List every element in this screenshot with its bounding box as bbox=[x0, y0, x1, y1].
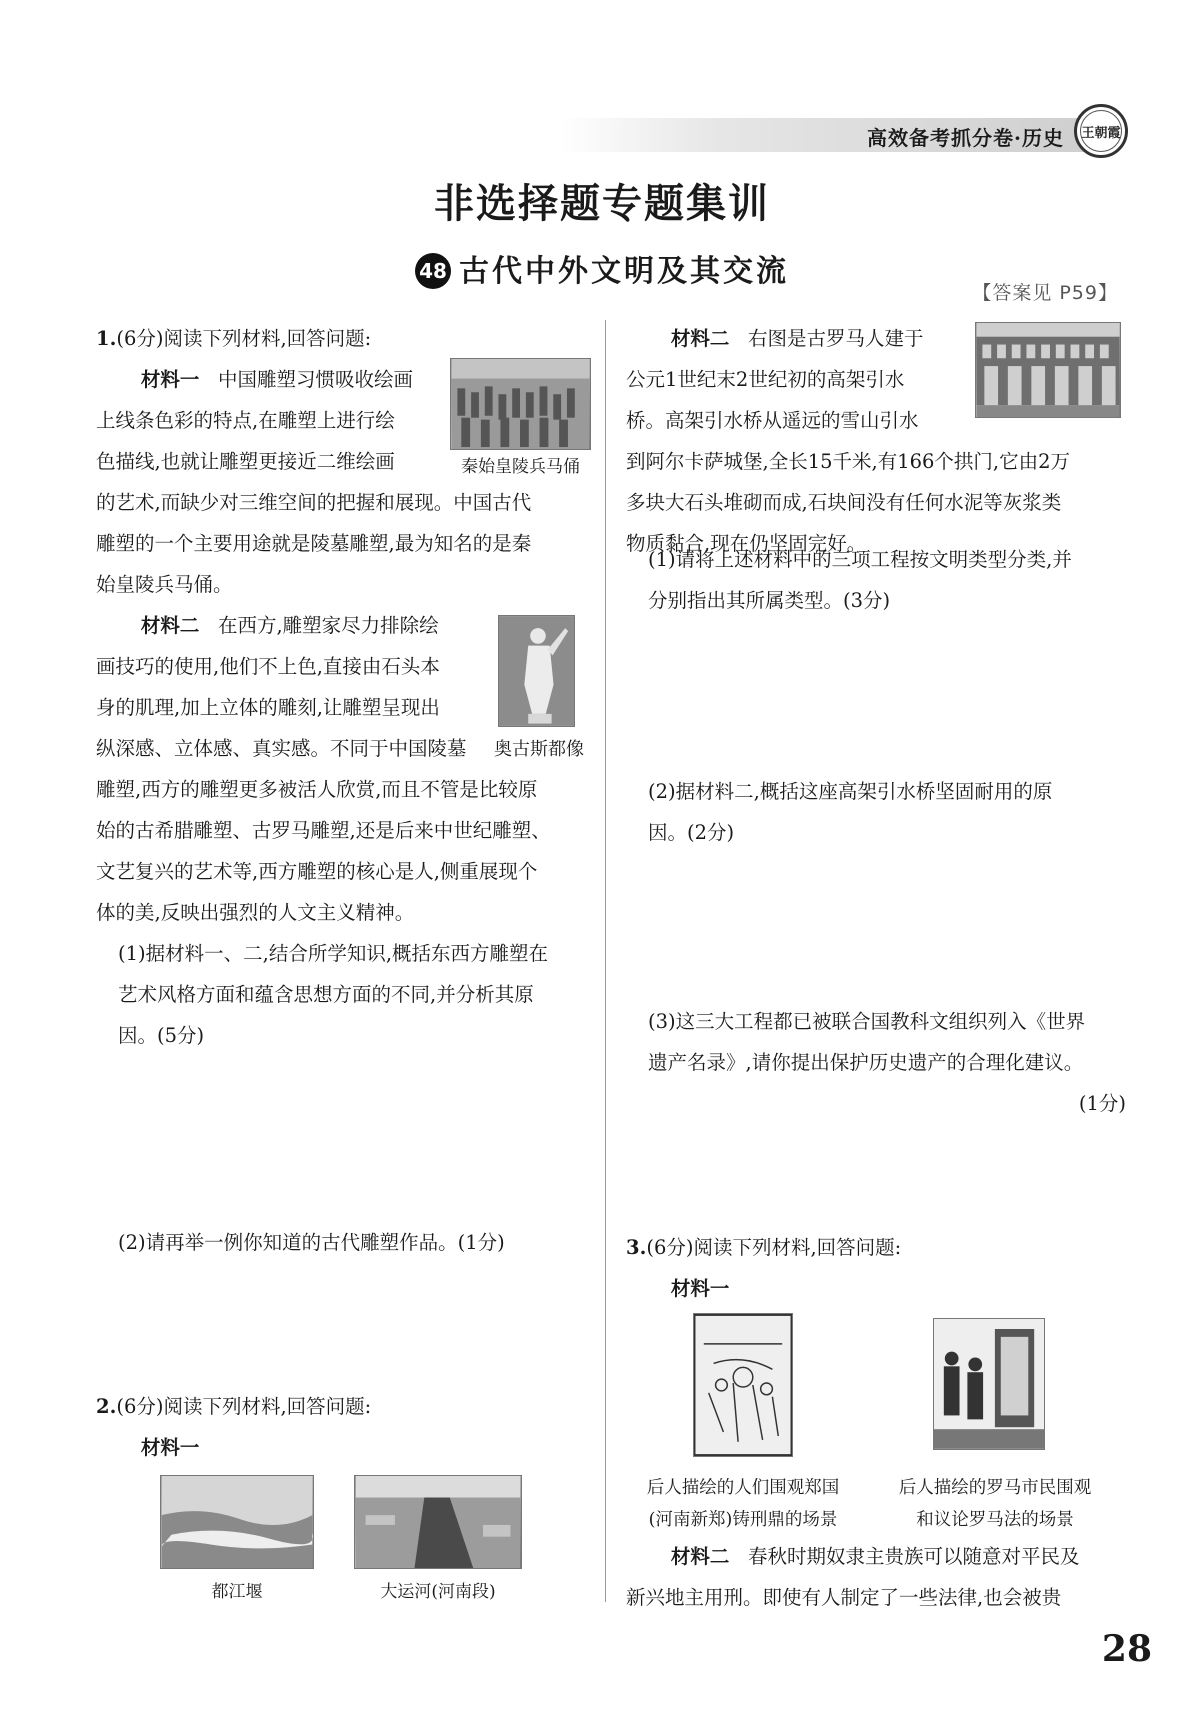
terracotta-figures-art bbox=[451, 359, 590, 449]
q3-number: 3. bbox=[626, 1236, 647, 1259]
q2-material2-cont: 到阿尔卡萨城堡,全长15千米,有166个拱门,它由2万 多块大石头堆砌而成,石块间没有任何水泥等灰浆类 物质黏合,现在仍坚固完好。 bbox=[626, 450, 1071, 555]
zheng-tripod-art bbox=[694, 1314, 792, 1456]
roman-law-caption: 后人描绘的罗马市民围观 和议论罗马法的场景 bbox=[898, 1478, 1092, 1530]
terracotta-army-image bbox=[450, 358, 591, 450]
zheng-tripod-image bbox=[693, 1313, 793, 1457]
grand-canal-image bbox=[354, 1475, 522, 1569]
terracotta-caption: 秦始皇陵兵马俑 bbox=[461, 457, 580, 477]
q3-m1-label: 材料一 bbox=[670, 1277, 730, 1300]
q2-intro: 2.(6分)阅读下列材料,回答问题: bbox=[96, 1395, 372, 1418]
q1-material1-wrap: 材料一 中国雕塑习惯吸收绘画 上线条色彩的特点,在雕塑上进行绘 色描线,也就让雕塑更接近二维绘画 bbox=[96, 368, 413, 473]
q2-m2-label: 材料二 bbox=[670, 327, 730, 350]
page-number: 28 bbox=[1101, 1628, 1152, 1670]
q1-m2-label: 材料二 bbox=[140, 614, 200, 637]
augustus-statue-art bbox=[499, 616, 574, 726]
q1-material2-cont: 雕塑,西方的雕塑更多被活人欣赏,而且不管是比较原 始的古希腊雕塑、古罗马雕塑,还是后来中世纪雕塑、 文艺复兴的艺术等,西方雕塑的核心是人,侧重展现个 体的美,反映出强烈的人文主义精神。 bbox=[96, 778, 551, 924]
aqueduct-image bbox=[975, 322, 1121, 418]
dujiangyan-image bbox=[160, 1475, 314, 1569]
publisher-logo bbox=[1074, 104, 1128, 158]
augustus-statue-image bbox=[498, 615, 575, 727]
q2-subquestion-1: (1)请将上述材料中的三项工程按文明类型分类,并 分别指出其所属类型。(3分) bbox=[648, 548, 1072, 612]
q1-material1-cont: 的艺术,而缺少对三维空间的把握和展现。中国古代 雕塑的一个主要用途就是陵墓雕塑,最为知名的是秦 始皇陵兵马俑。 bbox=[96, 491, 532, 596]
q1-intro: 1.(6分)阅读下列材料,回答问题: bbox=[96, 327, 372, 350]
q2-material2-wrap: 材料二 右图是古罗马人建于 公元1世纪末2世纪初的高架引水 桥。高架引水桥从遥远的雪山引水 bbox=[626, 327, 924, 432]
question-3 bbox=[626, 1227, 1122, 1309]
q3-intro: 3.(6分)阅读下列材料,回答问题: bbox=[626, 1236, 902, 1259]
grand-canal-art bbox=[355, 1476, 521, 1568]
q1-m1-label: 材料一 bbox=[140, 368, 200, 391]
aqueduct-art bbox=[976, 323, 1120, 417]
q1-subquestion-1: (1)据材料一、二,结合所学知识,概括东西方雕塑在 艺术风格方面和蕴含思想方面的不同,并分析其原 因。(5分) bbox=[118, 942, 549, 1047]
section-number-badge: 48 bbox=[415, 253, 451, 289]
q1-number: 1. bbox=[96, 327, 117, 350]
q2-number: 2. bbox=[96, 1395, 117, 1418]
question-1 bbox=[96, 318, 592, 359]
book-title: 高效备考抓分卷·历史 bbox=[867, 126, 1064, 150]
q1-material2-wrap: 材料二 在西方,雕塑家尽力排除绘 画技巧的使用,他们不上色,直接由石头本 身的肌理,加上立体的雕刻,让雕塑呈现出 纵深感、立体感、真实感。不同于中国陵墓 bbox=[96, 614, 467, 760]
augustus-caption: 奥古斯都像 bbox=[494, 739, 584, 760]
q3-material2: 材料二 春秋时期奴隶主贵族可以随意对平民及 新兴地主用刑。即使有人制定了一些法律,也会被贵 bbox=[626, 1545, 1080, 1609]
grand-canal-caption: 大运河(河南段) bbox=[380, 1582, 496, 1602]
roman-law-art bbox=[934, 1319, 1044, 1449]
q3-m2-label: 材料二 bbox=[670, 1545, 730, 1568]
column-divider bbox=[605, 320, 606, 1602]
page-title: 非选择题专题集训 bbox=[434, 181, 770, 227]
q1-subquestion-2: (2)请再举一例你知道的古代雕塑作品。(1分) bbox=[118, 1231, 505, 1254]
logo-seal: 王朝霞 bbox=[1080, 110, 1122, 152]
roman-law-image bbox=[933, 1318, 1045, 1450]
question-2 bbox=[96, 1386, 592, 1468]
dujiangyan-caption: 都江堰 bbox=[211, 1582, 263, 1602]
answer-reference: 【答案见 P59】 bbox=[972, 282, 1118, 304]
dujiangyan-art bbox=[161, 1476, 313, 1568]
section-title-text: 古代中外文明及其交流 bbox=[459, 254, 789, 289]
q2-subquestion-3: (3)这三大工程都已被联合国教科文组织列入《世界 遗产名录》,请你提出保护历史遗产的合理化建议。 (1分) bbox=[648, 1010, 1126, 1115]
zheng-tripod-caption: 后人描绘的人们围观郑国 (河南新郑)铸刑鼎的场景 bbox=[646, 1478, 840, 1530]
q2-subquestion-2: (2)据材料二,概括这座高架引水桥坚固耐用的原 因。(2分) bbox=[648, 780, 1053, 844]
q2-m1-label: 材料一 bbox=[140, 1436, 200, 1459]
